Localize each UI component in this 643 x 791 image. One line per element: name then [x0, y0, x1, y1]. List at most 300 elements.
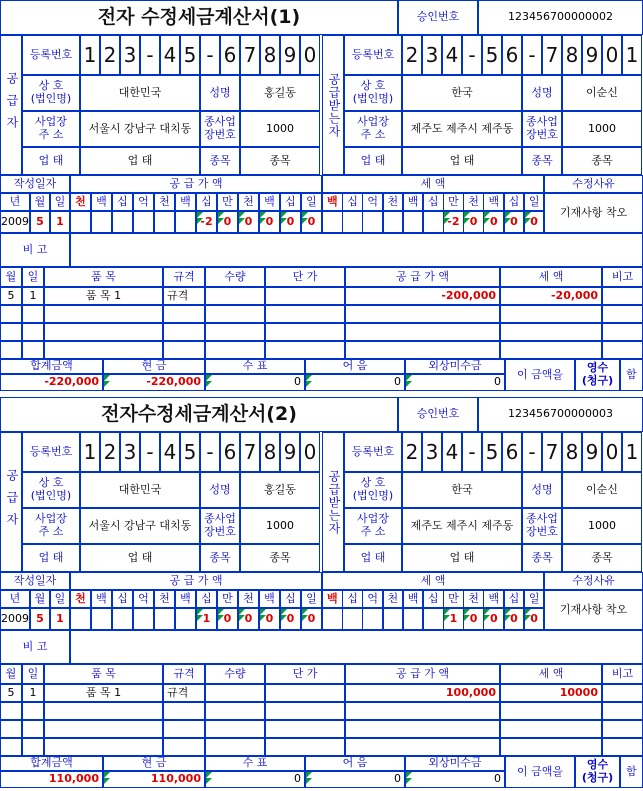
buyer-address: 제주도 제주시 제주동	[402, 508, 522, 544]
item-cell	[0, 341, 22, 359]
supplier-name-label	[22, 75, 80, 111]
tax-digit	[322, 211, 343, 233]
cell-marker	[525, 212, 531, 218]
cell-marker	[197, 609, 203, 615]
buyer-side-label	[322, 432, 344, 572]
totals-label: 현 금	[103, 756, 205, 771]
reason-header: 수정사유	[544, 175, 643, 193]
item-cell	[205, 305, 265, 323]
supplier-reg-digit: 9	[280, 35, 300, 75]
buyer-reg-digit: 5	[482, 35, 502, 75]
buyer-addr-label	[344, 111, 402, 147]
item-cell: 품 목 1	[44, 684, 163, 702]
date-col-header: 월	[30, 193, 50, 211]
buyer-reg-digit: -	[522, 35, 542, 75]
supplier-biztype-label: 업 태	[22, 147, 80, 175]
buyer-branch-label-part-1: 장번호	[526, 128, 558, 141]
supply-col-header: 십	[280, 590, 301, 608]
item-cell	[345, 341, 500, 359]
buyer-addr-label-part-0: 사업장	[357, 512, 389, 526]
supply-digit	[133, 608, 154, 630]
cell-marker	[464, 609, 470, 615]
cell-marker	[302, 212, 308, 218]
item-cell	[602, 305, 643, 323]
buyer-branch-label	[522, 508, 562, 544]
item-cell	[500, 341, 602, 359]
item-cell: 5	[0, 684, 22, 702]
cell-marker	[239, 609, 245, 615]
supplier-bizitem: 종목	[240, 544, 320, 572]
supplier-reg-digit: -	[200, 35, 220, 75]
buyer-bizitem-label: 종목	[522, 544, 562, 572]
totals-label: 합계금액	[0, 756, 103, 771]
supplier-reg-digit: 2	[100, 35, 120, 75]
supplier-reg-digit: -	[200, 432, 220, 472]
supplier-bizitem: 종목	[240, 147, 320, 175]
cell-marker	[505, 609, 511, 615]
buyer-reg-digit: 1	[622, 432, 642, 472]
item-cell	[205, 287, 265, 305]
date-header: 작성일자	[0, 175, 70, 193]
supply-header: 공 급 가 액	[70, 572, 322, 590]
item-cell	[0, 738, 22, 756]
cell-marker	[104, 772, 110, 778]
supply-col-header: 만	[217, 193, 238, 211]
buyer-reg-digit: 8	[562, 35, 582, 75]
supply-digit: 0	[280, 211, 301, 233]
buyer-reg-label: 등록번호	[344, 35, 402, 75]
item-cell: 품 목 1	[44, 287, 163, 305]
item-cell	[345, 738, 500, 756]
buyer-rep-label: 성명	[522, 75, 562, 111]
tax-col-header: 천	[383, 590, 404, 608]
item-cell	[265, 341, 345, 359]
approval-label: 승인번호	[398, 397, 478, 432]
date-col-header: 년	[0, 193, 30, 211]
date-value: 2009	[0, 211, 30, 233]
item-cell: 10000	[500, 684, 602, 702]
buyer-biztype: 업 태	[402, 544, 522, 572]
tax-digit: 0	[504, 608, 525, 630]
item-cell	[205, 702, 265, 720]
item-cell	[500, 305, 602, 323]
cell-marker	[104, 375, 110, 381]
item-cell	[205, 684, 265, 702]
cell-marker	[484, 212, 490, 218]
buyer-reg-digit: 3	[422, 432, 442, 472]
item-cell	[0, 702, 22, 720]
buyer-reg-digit: 6	[502, 432, 522, 472]
tax-digit	[342, 211, 363, 233]
supplier-address: 서울시 강남구 대치동	[80, 508, 200, 544]
tax-col-header: 천	[383, 193, 404, 211]
item-cell	[44, 341, 163, 359]
supply-header: 공 급 가 액	[70, 175, 322, 193]
item-cell: 규격	[163, 287, 205, 305]
supplier-rep-label: 성명	[200, 75, 240, 111]
supply-digit	[175, 211, 196, 233]
tax-col-header: 백	[322, 590, 343, 608]
buyer-reg-digit: 4	[442, 432, 462, 472]
supply-col-header: 십	[280, 193, 301, 211]
item-cell	[500, 720, 602, 738]
tax-digit	[423, 608, 444, 630]
invoice-title: 전자 수정세금계산서(1)	[0, 0, 398, 35]
item-cell	[22, 341, 44, 359]
supply-col-header: 백	[259, 590, 280, 608]
tax-digit	[362, 211, 383, 233]
note-value	[70, 630, 643, 664]
supply-col-header: 천	[238, 193, 259, 211]
cell-marker	[444, 609, 450, 615]
tax-col-header: 억	[362, 193, 383, 211]
tax-digit	[322, 608, 343, 630]
cell-marker	[281, 212, 287, 218]
supplier-name-label-part-0: 상 호	[38, 476, 64, 490]
item-cell	[163, 305, 205, 323]
item-cell	[602, 702, 643, 720]
tax-digit	[383, 608, 404, 630]
cell-marker	[302, 609, 308, 615]
item-cell	[265, 720, 345, 738]
item-cell	[265, 323, 345, 341]
tax-col-header: 천	[463, 590, 484, 608]
buyer-reg-digit: 8	[562, 432, 582, 472]
item-cell	[345, 305, 500, 323]
item-cell	[602, 323, 643, 341]
supplier-side-label	[0, 432, 22, 572]
supplier-branch-label-part-1: 장번호	[204, 128, 236, 141]
item-cell	[163, 702, 205, 720]
date-col-header: 년	[0, 590, 30, 608]
supplier-side-text: 공급자	[4, 469, 19, 535]
buyer-address: 제주도 제주시 제주동	[402, 111, 522, 147]
supplier-rep: 홍길동	[240, 75, 320, 111]
supply-digit	[70, 211, 91, 233]
item-cell	[602, 720, 643, 738]
item-cell	[0, 323, 22, 341]
approval-label: 승인번호	[398, 0, 478, 35]
cell-marker	[260, 609, 266, 615]
supply-digit	[112, 211, 133, 233]
items-header-cell: 규격	[163, 664, 205, 684]
supply-col-header: 억	[133, 590, 154, 608]
supplier-reg-digit: 1	[80, 432, 100, 472]
supplier-addr-label-part-1: 주 소	[38, 525, 64, 538]
supply-col-header: 백	[175, 193, 196, 211]
supplier-reg-digit: 0	[300, 432, 320, 472]
cell-marker	[484, 609, 490, 615]
receipt-type-part-1: (청구)	[581, 374, 614, 387]
supply-digit: 0	[301, 211, 322, 233]
supply-digit: 0	[238, 608, 259, 630]
buyer-branch-label-part-0: 종사업	[526, 512, 558, 526]
supplier-branch-label-part-0: 종사업	[204, 512, 236, 526]
receipt-type-part-0: 영수	[586, 361, 609, 375]
supply-digit: 0	[217, 211, 238, 233]
supplier-name-label-part-1: (법인명)	[30, 92, 72, 105]
supply-col-header: 만	[217, 590, 238, 608]
item-cell	[44, 738, 163, 756]
item-cell	[602, 341, 643, 359]
date-value: 1	[50, 608, 70, 630]
buyer-addr-label-part-1: 주 소	[360, 525, 386, 538]
item-cell	[602, 287, 643, 305]
supply-col-header: 억	[133, 193, 154, 211]
tax-digit: 0	[463, 608, 484, 630]
buyer-biztype: 업 태	[402, 147, 522, 175]
date-col-header: 일	[50, 590, 70, 608]
totals-value: -220,000	[103, 374, 205, 391]
buyer-branch-no: 1000	[562, 508, 642, 544]
supplier-reg-label: 등록번호	[22, 432, 80, 472]
item-cell	[205, 323, 265, 341]
tax-digit	[423, 211, 444, 233]
item-cell	[265, 305, 345, 323]
receipt-text: 이 금액을	[505, 756, 575, 788]
item-cell	[163, 323, 205, 341]
items-header-cell: 수량	[205, 267, 265, 287]
buyer-reg-digit: 7	[542, 35, 562, 75]
tax-col-header: 십	[423, 193, 444, 211]
items-header-cell: 월	[0, 664, 22, 684]
buyer-reg-digit: -	[462, 35, 482, 75]
tax-col-header: 십	[504, 193, 525, 211]
item-cell: 5	[0, 287, 22, 305]
date-col-header: 일	[50, 193, 70, 211]
reason-value: 기재사항 착오	[544, 193, 643, 233]
supply-col-header: 십	[112, 590, 133, 608]
receipt-text: 이 금액을	[505, 359, 575, 391]
cell-marker	[206, 772, 212, 778]
totals-value: 0	[405, 771, 505, 788]
invoice-2	[0, 397, 643, 791]
supplier-name: 대한민국	[80, 75, 200, 111]
item-cell	[602, 684, 643, 702]
supply-col-header: 천	[154, 193, 175, 211]
supplier-side-label	[0, 35, 22, 175]
tax-col-header: 백	[403, 590, 424, 608]
supplier-reg-digit: 4	[160, 35, 180, 75]
supply-col-header: 백	[91, 193, 112, 211]
supply-digit: 0	[217, 608, 238, 630]
supplier-reg-digit: 3	[120, 35, 140, 75]
date-value: 1	[50, 211, 70, 233]
item-cell	[205, 738, 265, 756]
tax-col-header: 백	[483, 590, 504, 608]
item-cell	[44, 720, 163, 738]
tax-col-header: 백	[403, 193, 424, 211]
tax-header: 세 액	[322, 572, 544, 590]
note-value	[70, 233, 643, 267]
tax-digit	[342, 608, 363, 630]
supplier-addr-label-part-1: 주 소	[38, 128, 64, 141]
tax-col-header: 일	[524, 590, 545, 608]
supply-col-header: 십	[112, 193, 133, 211]
item-cell	[0, 305, 22, 323]
item-cell	[265, 684, 345, 702]
tax-header: 세 액	[322, 175, 544, 193]
supplier-reg-digit: 6	[220, 35, 240, 75]
totals-value: 0	[205, 771, 305, 788]
supplier-reg-digit: 5	[180, 432, 200, 472]
tax-digit	[403, 608, 424, 630]
cell-marker	[281, 609, 287, 615]
cell-marker	[444, 212, 450, 218]
supply-col-header: 천	[70, 590, 91, 608]
item-cell	[44, 305, 163, 323]
cell-marker	[505, 212, 511, 218]
buyer-biztype-label: 업 태	[344, 147, 402, 175]
totals-value: 0	[305, 374, 405, 391]
buyer-reg-digit: -	[522, 432, 542, 472]
supplier-reg-digit: 4	[160, 432, 180, 472]
buyer-reg-label: 등록번호	[344, 432, 402, 472]
buyer-branch-label-part-0: 종사업	[526, 115, 558, 129]
item-cell: 1	[22, 684, 44, 702]
tax-col-header: 만	[443, 590, 464, 608]
supply-col-header: 백	[91, 590, 112, 608]
item-cell	[265, 738, 345, 756]
supplier-branch-label-part-1: 장번호	[204, 525, 236, 538]
supplier-reg-digit: 1	[80, 35, 100, 75]
cell-marker	[406, 375, 412, 381]
buyer-name-label-part-0: 상 호	[360, 476, 386, 490]
item-cell	[163, 738, 205, 756]
supply-digit: 0	[259, 608, 280, 630]
buyer-reg-digit: 0	[602, 35, 622, 75]
buyer-reg-digit: 4	[442, 35, 462, 75]
supplier-biztype-label: 업 태	[22, 544, 80, 572]
supplier-name-label-part-0: 상 호	[38, 79, 64, 93]
items-header-cell: 세 액	[500, 267, 602, 287]
totals-value: 110,000	[103, 771, 205, 788]
cell-marker	[239, 212, 245, 218]
supplier-side-text: 공급자	[4, 72, 19, 138]
item-cell	[500, 702, 602, 720]
items-header-cell: 규격	[163, 267, 205, 287]
items-header-cell: 품 목	[44, 664, 163, 684]
item-cell	[345, 323, 500, 341]
buyer-biztype-label: 업 태	[344, 544, 402, 572]
item-cell: 1	[22, 287, 44, 305]
approval-no: 123456700000003	[478, 397, 643, 432]
cell-marker	[306, 772, 312, 778]
buyer-addr-label-part-1: 주 소	[360, 128, 386, 141]
supply-digit	[112, 608, 133, 630]
invoice-1	[0, 0, 643, 394]
items-header-cell: 일	[22, 664, 44, 684]
cell-marker	[218, 212, 224, 218]
supply-digit: 0	[238, 211, 259, 233]
supply-digit	[91, 608, 112, 630]
totals-label: 외상미수금	[405, 359, 505, 374]
supplier-addr-label	[22, 508, 80, 544]
date-header: 작성일자	[0, 572, 70, 590]
items-header-cell: 비고	[602, 267, 643, 287]
supplier-reg-digit: 9	[280, 432, 300, 472]
buyer-reg-digit: 2	[402, 35, 422, 75]
tax-col-header: 억	[362, 590, 383, 608]
buyer-name: 한국	[402, 75, 522, 111]
supplier-reg-digit: 2	[100, 432, 120, 472]
totals-value: 0	[305, 771, 405, 788]
totals-value: -220,000	[0, 374, 103, 391]
note-label: 비 고	[0, 630, 70, 664]
supplier-name-label-part-1: (법인명)	[30, 489, 72, 502]
supply-col-header: 십	[196, 193, 217, 211]
item-cell	[22, 305, 44, 323]
item-cell	[22, 738, 44, 756]
receipt-type	[575, 756, 620, 788]
buyer-addr-label-part-0: 사업장	[357, 115, 389, 129]
supplier-bizitem-label: 종목	[200, 147, 240, 175]
buyer-side-text: 공급받는자	[326, 469, 341, 535]
supplier-addr-label	[22, 111, 80, 147]
cell-marker	[406, 772, 412, 778]
item-cell: -200,000	[345, 287, 500, 305]
tax-col-header: 백	[483, 193, 504, 211]
item-cell	[205, 720, 265, 738]
tax-col-header: 십	[504, 590, 525, 608]
supplier-reg-digit: 6	[220, 432, 240, 472]
totals-label: 외상미수금	[405, 756, 505, 771]
item-cell	[22, 720, 44, 738]
totals-value: 0	[405, 374, 505, 391]
reason-header: 수정사유	[544, 572, 643, 590]
date-value: 5	[30, 608, 50, 630]
supply-digit: 0	[280, 608, 301, 630]
items-header-cell: 단 가	[265, 664, 345, 684]
date-value: 5	[30, 211, 50, 233]
items-header-cell: 월	[0, 267, 22, 287]
buyer-branch-label	[522, 111, 562, 147]
tax-col-header: 십	[342, 193, 363, 211]
supply-col-header: 일	[301, 193, 322, 211]
item-cell	[500, 738, 602, 756]
supplier-branch-label	[200, 111, 240, 147]
buyer-name: 한국	[402, 472, 522, 508]
items-header-cell: 품 목	[44, 267, 163, 287]
buyer-name-label-part-1: (법인명)	[352, 92, 394, 105]
supplier-reg-digit: 5	[180, 35, 200, 75]
tax-col-header: 천	[463, 193, 484, 211]
item-cell	[44, 323, 163, 341]
buyer-name-label-part-1: (법인명)	[352, 489, 394, 502]
supply-col-header: 백	[175, 590, 196, 608]
buyer-branch-no: 1000	[562, 111, 642, 147]
buyer-reg-digit: 3	[422, 35, 442, 75]
supplier-reg-label: 등록번호	[22, 35, 80, 75]
receipt-type-part-0: 영수	[586, 758, 609, 772]
items-header-cell: 공 급 가 액	[345, 267, 500, 287]
supplier-name: 대한민국	[80, 472, 200, 508]
tax-digit: -2	[443, 211, 464, 233]
supply-col-header: 천	[70, 193, 91, 211]
supplier-reg-digit: 7	[240, 35, 260, 75]
supplier-bizitem-label: 종목	[200, 544, 240, 572]
items-header-cell: 단 가	[265, 267, 345, 287]
cell-marker	[206, 375, 212, 381]
supply-digit	[154, 608, 175, 630]
buyer-reg-digit: 9	[582, 35, 602, 75]
invoice-title: 전자수정세금계산서(2)	[0, 397, 398, 432]
supply-digit	[70, 608, 91, 630]
buyer-rep: 이순신	[562, 75, 642, 111]
supplier-biztype: 업 태	[80, 544, 200, 572]
item-cell: 100,000	[345, 684, 500, 702]
supply-col-header: 백	[259, 193, 280, 211]
